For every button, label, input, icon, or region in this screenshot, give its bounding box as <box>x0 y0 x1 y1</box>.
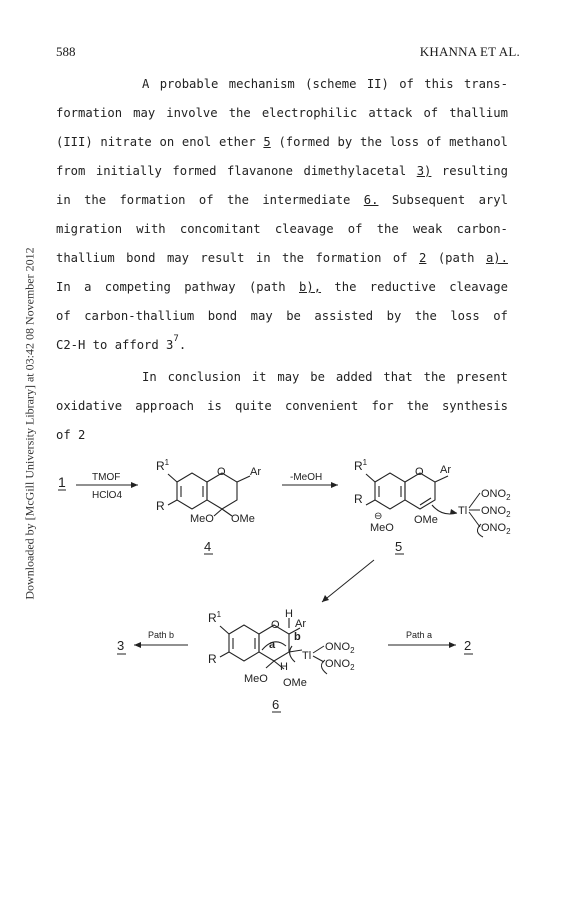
word: b), <box>299 280 322 294</box>
word: this <box>424 77 454 91</box>
word: weak <box>412 222 443 236</box>
running-head: KHANNA ET AL. <box>419 44 520 59</box>
word: the <box>84 193 107 207</box>
meo-label-5: MeO <box>370 522 394 534</box>
word: by <box>337 135 353 149</box>
word: II) <box>366 77 389 91</box>
word: (formed <box>278 135 330 149</box>
r1-label-5: $R^1$ <box>354 458 368 473</box>
word: formation <box>56 106 123 120</box>
word: of 2 <box>56 428 86 442</box>
word: thallium <box>449 106 508 120</box>
word: of <box>56 309 71 323</box>
word: present <box>456 370 508 384</box>
word: mechanism <box>228 77 295 91</box>
word: bond <box>126 251 156 265</box>
word: C2-H to afford 3 <box>56 338 174 352</box>
word: formed <box>172 164 217 178</box>
word: that <box>383 370 413 384</box>
word: attack <box>368 106 413 120</box>
compound-5-label: 5 <box>395 539 403 554</box>
ring-o-6: O <box>271 619 280 631</box>
structure-4 <box>168 473 250 516</box>
reagent-tmof: TMOF <box>92 472 121 483</box>
path-b-arrow-label: b <box>294 631 301 643</box>
word: the <box>334 280 357 294</box>
word: synthesis <box>441 399 508 413</box>
word: a <box>84 280 92 294</box>
ring-o-5: O <box>415 466 424 478</box>
word: of <box>399 77 414 91</box>
word: of <box>392 251 408 265</box>
r-label-5: R <box>354 492 363 506</box>
word: assisted <box>314 309 374 323</box>
word: Subsequent <box>391 193 466 207</box>
word: added <box>335 370 373 384</box>
word: the <box>281 251 304 265</box>
word: reductive <box>369 280 436 294</box>
r1-label-6: $R^1$ <box>208 610 222 625</box>
word: (scheme <box>305 77 357 91</box>
word: be <box>310 370 325 384</box>
compound-2-label: 2 <box>464 638 472 653</box>
word: oxidative <box>56 399 123 413</box>
word: carbon- <box>456 222 508 236</box>
meo-label-6: MeO <box>244 673 268 685</box>
word: loss <box>450 309 480 323</box>
word: quite <box>235 399 272 413</box>
h-bottom-6: H <box>280 661 288 673</box>
word: 3) <box>416 164 432 178</box>
word: resulting <box>441 164 508 178</box>
structure-6 <box>220 618 302 669</box>
word: carbon-thallium <box>84 309 195 323</box>
compound-6-label: 6 <box>272 697 280 712</box>
word: (path <box>437 251 475 265</box>
word: cleavage <box>274 222 334 236</box>
word: A <box>142 77 150 91</box>
word: trans- <box>463 77 508 91</box>
structure-5 <box>366 473 457 514</box>
word: in <box>56 193 71 207</box>
path-b-label: Path b <box>148 630 175 640</box>
word: (III) <box>56 135 93 149</box>
tl-label-6: Tl <box>302 650 312 662</box>
word: from <box>56 164 86 178</box>
word: by <box>386 309 402 323</box>
carbanion-minus: ⊖ <box>374 511 383 522</box>
word: 2 <box>419 251 427 265</box>
r-label-6: R <box>208 652 217 666</box>
word: 5 <box>263 135 271 149</box>
word: be <box>286 309 301 323</box>
ar-label-6: Ar <box>295 618 306 630</box>
ono2-6-top: $ONO_2$ <box>325 641 355 655</box>
word: may <box>166 251 189 265</box>
ono2-5-bot: $ONO_2$ <box>481 522 511 536</box>
ono2-5-top: $ONO_2$ <box>481 488 511 502</box>
word: probable <box>159 77 219 91</box>
word: initially <box>95 164 162 178</box>
word: loss <box>389 135 420 149</box>
word: pathway <box>184 280 236 294</box>
word: it <box>251 370 267 384</box>
word: (path <box>248 280 286 294</box>
path-a-label: Path a <box>406 630 433 640</box>
word: dimethylacetal <box>303 164 407 178</box>
word: of <box>423 106 439 120</box>
word: may <box>277 370 300 384</box>
ome-label-4: OMe <box>231 513 255 525</box>
path-a-arrow-label: a <box>269 639 276 651</box>
word: the <box>414 309 437 323</box>
compound-1-label: 1 <box>58 474 66 490</box>
word: result <box>200 251 245 265</box>
r1-label-4: $R^1$ <box>156 458 170 473</box>
meo-label-4: MeO <box>190 513 214 525</box>
word: approach <box>135 399 194 413</box>
word: enol <box>181 135 212 149</box>
word: convenient <box>284 399 359 413</box>
word: intermediate <box>262 193 351 207</box>
word: involve <box>166 106 218 120</box>
word: the <box>359 135 382 149</box>
word: is <box>207 399 222 413</box>
word: . <box>178 338 187 352</box>
word: for <box>371 399 394 413</box>
word: of <box>493 309 508 323</box>
tl-label-5: Tl <box>458 505 468 517</box>
compound-4-label: 4 <box>204 539 212 554</box>
compound-3-label: 3 <box>117 638 125 653</box>
word: on <box>159 135 175 149</box>
word: aryl <box>478 193 508 207</box>
r-label-4: R <box>156 499 165 513</box>
word: of <box>347 222 363 236</box>
word: formation <box>315 251 382 265</box>
word: the <box>228 106 251 120</box>
word: bond <box>207 309 238 323</box>
word: may <box>133 106 156 120</box>
word: with <box>136 222 166 236</box>
ome-label-5: OMe <box>414 514 438 526</box>
word: conclusion <box>167 370 241 384</box>
page-number: 588 <box>56 44 76 59</box>
word: flavanone <box>226 164 293 178</box>
word: of <box>426 135 442 149</box>
word: methanol <box>449 135 508 149</box>
word: 7 <box>173 334 179 344</box>
h-top-6: H <box>285 608 293 620</box>
word: thallium <box>56 251 115 265</box>
word: in <box>255 251 271 265</box>
word: competing <box>104 280 171 294</box>
word: of <box>198 193 214 207</box>
word: nitrate <box>100 135 152 149</box>
download-watermark: Downloaded by [McGill University Library] at 03:42 08 November 2012 <box>22 247 37 600</box>
ar-label-4: Ar <box>250 466 261 478</box>
word: the <box>376 222 399 236</box>
ar-label-5: Ar <box>440 464 451 476</box>
reagent-hclo4: HClO4 <box>92 490 123 501</box>
ring-o-4: O <box>217 466 226 478</box>
word: concomitant <box>179 222 261 236</box>
word: the <box>423 370 446 384</box>
ono2-5-mid: $ONO_2$ <box>481 505 511 519</box>
word: ether <box>218 135 256 149</box>
ono2-6-bot: $ONO_2$ <box>325 658 355 672</box>
ome-label-6: OMe <box>283 677 307 689</box>
word: 6. <box>363 193 379 207</box>
word: electrophilic <box>261 106 358 120</box>
reagent-meoh: -MeOH <box>290 472 323 483</box>
word: cleavage <box>449 280 508 294</box>
word: the <box>226 193 249 207</box>
word: may <box>250 309 273 323</box>
word: the <box>406 399 429 413</box>
word: a). <box>485 251 508 265</box>
word: In <box>56 280 71 294</box>
word: formation <box>119 193 186 207</box>
word: migration <box>56 222 123 236</box>
word: In <box>142 370 157 384</box>
